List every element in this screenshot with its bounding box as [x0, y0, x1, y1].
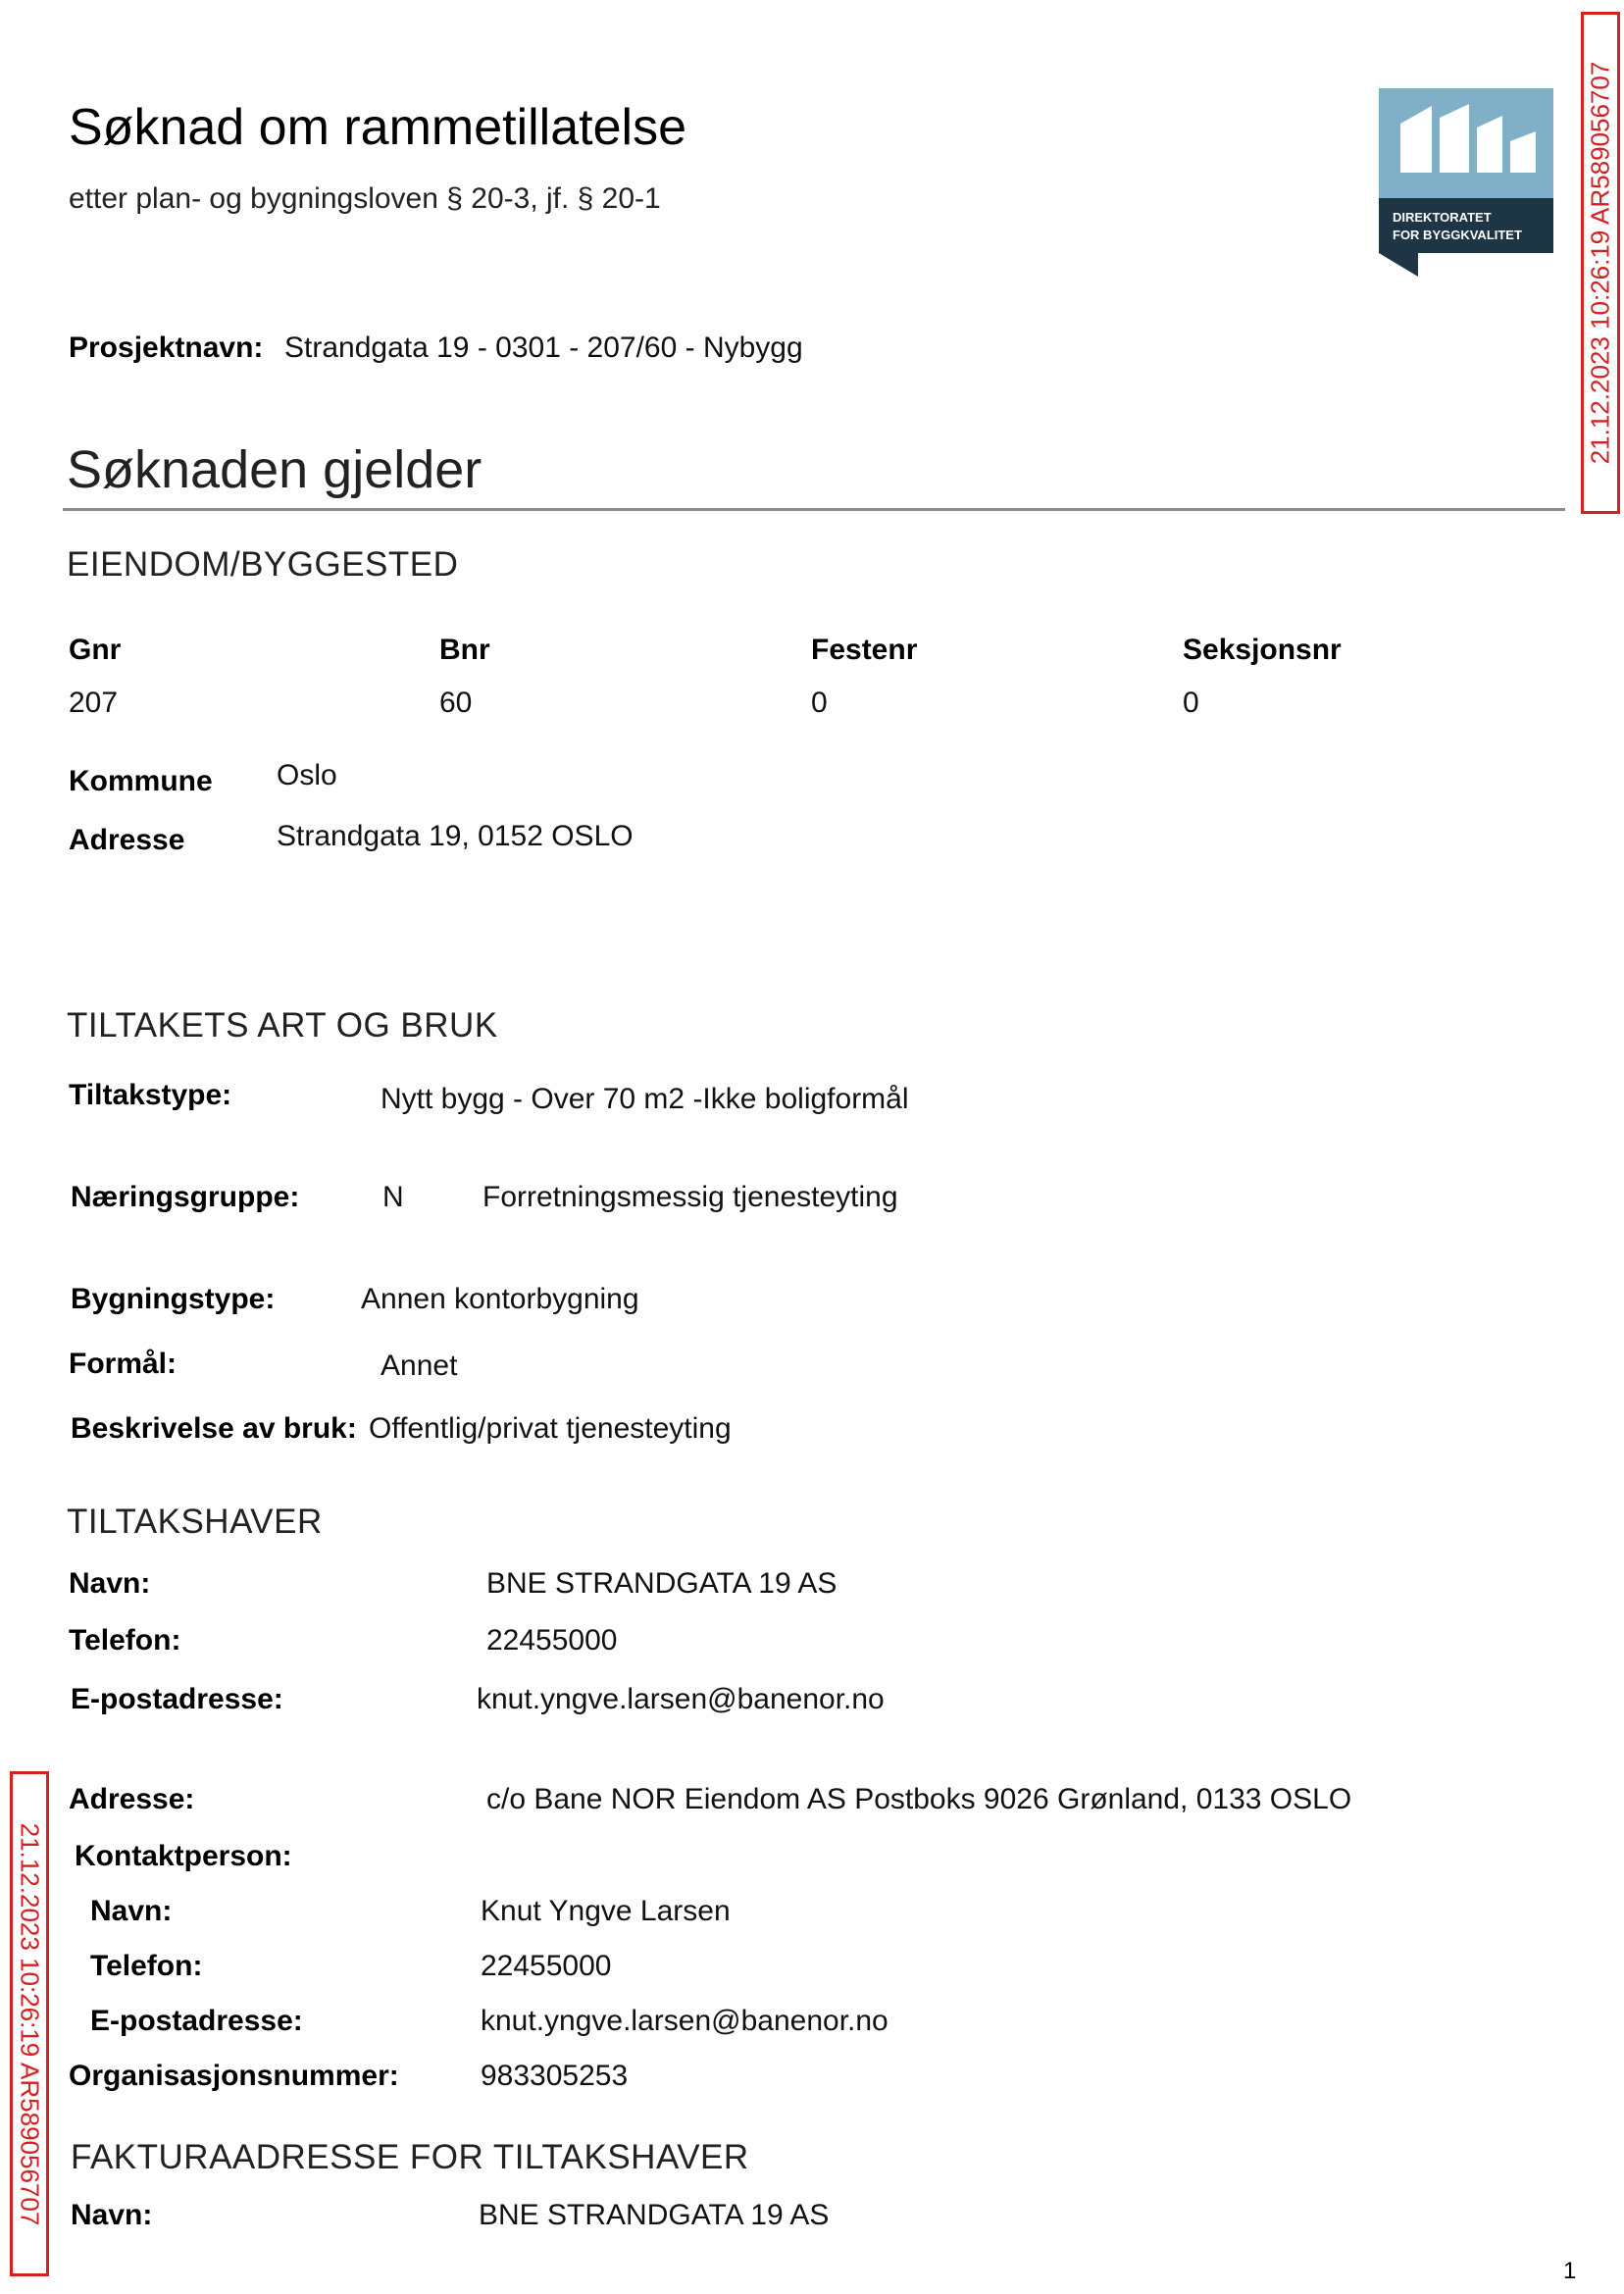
kommune-value: Oslo	[277, 759, 337, 791]
kontakt-navn-label: Navn:	[90, 1895, 173, 1927]
archive-stamp-right	[1581, 12, 1620, 514]
festenr-value: 0	[811, 687, 828, 719]
heading-divider	[63, 508, 1565, 511]
page-number: 1	[1563, 2258, 1577, 2284]
kontakt-telefon-value: 22455000	[481, 1950, 612, 1982]
kontakt-epost-value: knut.yngve.larsen@banenor.no	[481, 2005, 888, 2037]
gnr-value: 207	[69, 687, 119, 719]
bnr-label: Bnr	[439, 634, 490, 666]
section-heading-tiltak: TILTAKETS ART OG BRUK	[67, 1006, 498, 1045]
formal-value: Annet	[381, 1350, 458, 1382]
adresse-value: Strandgata 19, 0152 OSLO	[277, 820, 634, 852]
naeringsgruppe-code: N	[382, 1181, 404, 1213]
kommune-label: Kommune	[69, 765, 213, 797]
tiltakshaver-epost-value: knut.yngve.larsen@banenor.no	[477, 1683, 885, 1715]
tiltakshaver-navn-label: Navn:	[69, 1567, 151, 1600]
project-name-value: Strandgata 19 - 0301 - 207/60 - Nybygg	[284, 331, 803, 364]
formal-label: Formål:	[69, 1348, 178, 1380]
kontakt-epost-label: E-postadresse:	[90, 2005, 303, 2037]
tiltakstype-value: Nytt bygg - Over 70 m2 -Ikke boligformål	[381, 1083, 909, 1115]
tiltakshaver-adresse-label: Adresse:	[69, 1783, 195, 1815]
logo-line2: FOR BYGGKVALITET	[1393, 228, 1522, 242]
archive-stamp-right-text: 21.12.2023 10:26:19 AR589056707	[1585, 61, 1615, 465]
beskrivelse-bruk-label: Beskrivelse av bruk:	[71, 1412, 357, 1445]
archive-stamp-left	[10, 1771, 49, 2276]
kontakt-navn-value: Knut Yngve Larsen	[481, 1895, 731, 1927]
main-heading: Søknaden gjelder	[67, 440, 482, 499]
section-heading-eiendom: EIENDOM/BYGGESTED	[67, 545, 459, 584]
section-heading-faktura: FAKTURAADRESSE FOR TILTAKSHAVER	[71, 2138, 749, 2176]
tiltakshaver-adresse-value: c/o Bane NOR Eiendom AS Postboks 9026 Grønland, 0133 OSLO	[486, 1783, 1352, 1815]
organisasjonsnummer-label: Organisasjonsnummer:	[69, 2060, 399, 2092]
project-name-label: Prosjektnavn:	[69, 331, 264, 364]
dibk-logo-graphic	[1379, 88, 1553, 277]
tiltakstype-label: Tiltakstype:	[69, 1079, 232, 1111]
bnr-value: 60	[439, 687, 473, 719]
dibk-logo	[1379, 88, 1553, 277]
section-heading-tiltakshaver: TILTAKSHAVER	[67, 1503, 323, 1541]
seksjonsnr-label: Seksjonsnr	[1183, 634, 1342, 666]
adresse-label: Adresse	[69, 824, 185, 856]
seksjonsnr-value: 0	[1183, 687, 1199, 719]
tiltakshaver-navn-value: BNE STRANDGATA 19 AS	[486, 1567, 837, 1600]
festenr-label: Festenr	[811, 634, 918, 666]
tiltakshaver-telefon-value: 22455000	[486, 1624, 618, 1657]
naeringsgruppe-label: Næringsgruppe:	[71, 1181, 300, 1213]
organisasjonsnummer-value: 983305253	[481, 2060, 629, 2092]
logo-line1: DIREKTORATET	[1393, 210, 1492, 225]
naeringsgruppe-value: Forretningsmessig tjenesteyting	[482, 1181, 898, 1213]
document-subtitle: etter plan- og bygningsloven § 20-3, jf. § 20-1	[69, 182, 661, 215]
gnr-label: Gnr	[69, 634, 122, 666]
archive-stamp-left-text: 21.12.2023 10:26:19 AR589056707	[15, 1822, 45, 2225]
bygningstype-value: Annen kontorbygning	[361, 1283, 639, 1315]
tiltakshaver-telefon-label: Telefon:	[69, 1624, 181, 1657]
document-title: Søknad om rammetillatelse	[69, 99, 686, 156]
kontakt-telefon-label: Telefon:	[90, 1950, 203, 1982]
faktura-navn-label: Navn:	[71, 2199, 153, 2231]
faktura-navn-value: BNE STRANDGATA 19 AS	[479, 2199, 830, 2231]
tiltakshaver-epost-label: E-postadresse:	[71, 1683, 283, 1715]
beskrivelse-bruk-value: Offentlig/privat tjenesteyting	[369, 1412, 732, 1445]
bygningstype-label: Bygningstype:	[71, 1283, 276, 1315]
kontaktperson-label: Kontaktperson:	[75, 1840, 292, 1872]
